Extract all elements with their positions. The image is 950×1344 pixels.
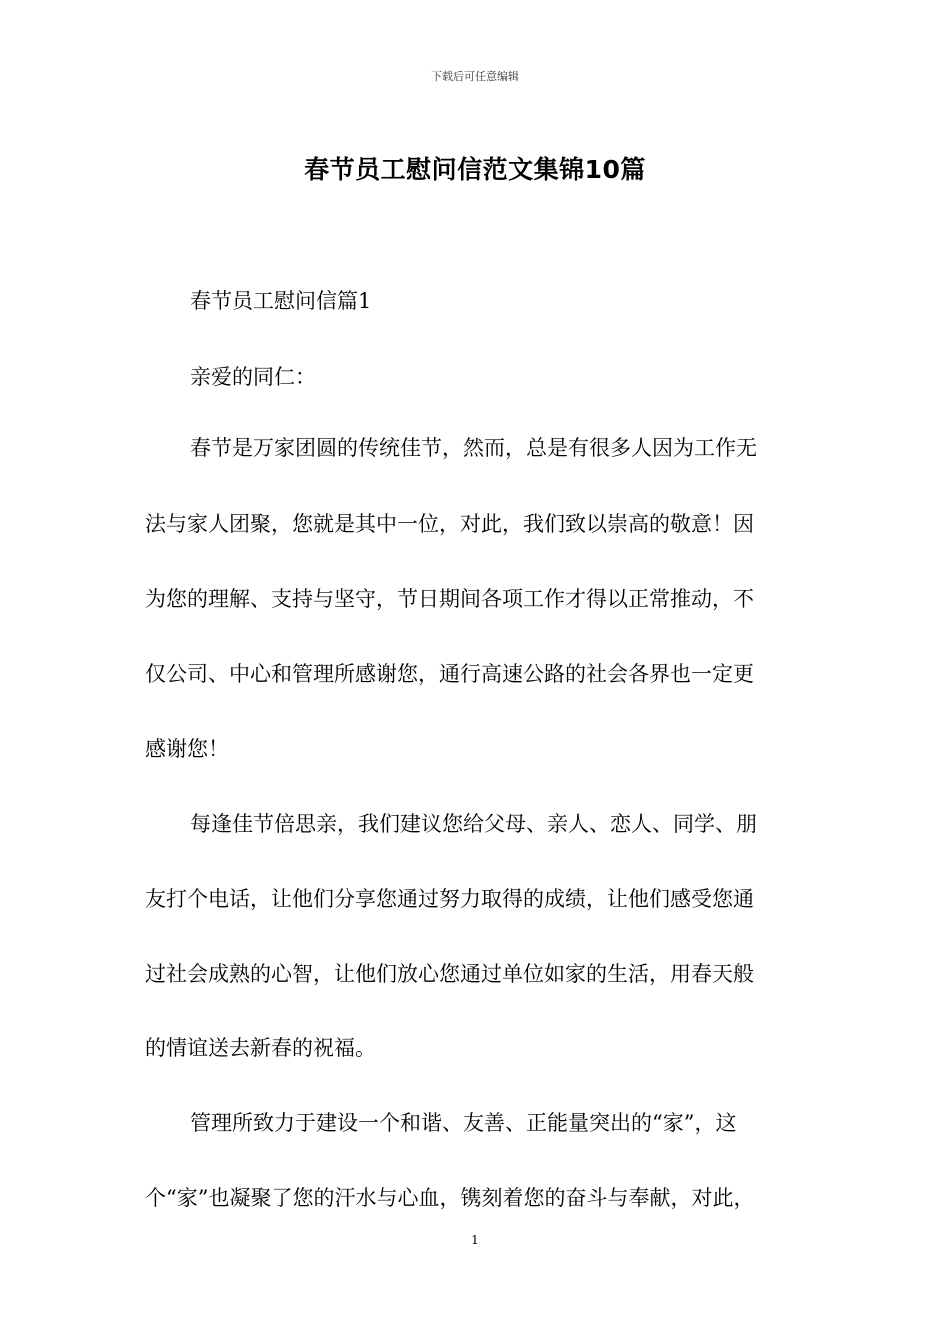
paragraph-1-line-2: 法与家人团聚，您就是其中一位，对此，我们致以崇高的敬意！因 [145, 512, 754, 536]
paragraph-2-line-1: 每逢佳节倍思亲，我们建议您给父母、亲人、恋人、同学、朋 [190, 812, 757, 836]
page-number: 1 [471, 1233, 479, 1247]
paragraph-3-line-1: 管理所致力于建设一个和谐、友善、正能量突出的“家”，这 [190, 1111, 737, 1135]
paragraph-1-line-3: 为您的理解、支持与坚守，节日期间各项工作才得以正常推动，不 [145, 587, 754, 611]
salutation: 亲爱的同仁： [190, 365, 316, 389]
section-heading: 春节员工慰问信篇1 [190, 289, 372, 313]
paragraph-1-line-1: 春节是万家团圆的传统佳节，然而，总是有很多人因为工作无 [190, 436, 757, 460]
paragraph-2-line-4: 的情谊送去新春的祝福。 [145, 1036, 376, 1060]
document-title: 春节员工慰问信范文集锦10篇 [304, 155, 646, 184]
paragraph-1-line-5: 感谢您！ [145, 737, 229, 761]
header-note: 下载后可任意编辑 [431, 70, 519, 83]
paragraph-2-line-3: 过社会成熟的心智，让他们放心您通过单位如家的生活，用春天般 [145, 962, 754, 986]
paragraph-2-line-2: 友打个电话，让他们分享您通过努力取得的成绩，让他们感受您通 [145, 887, 754, 911]
paragraph-1-line-4: 仅公司、中心和管理所感谢您，通行高速公路的社会各界也一定更 [145, 662, 754, 686]
paragraph-3-line-2: 个“家”也凝聚了您的汗水与心血，镌刻着您的奋斗与奉献，对此， [145, 1186, 755, 1210]
